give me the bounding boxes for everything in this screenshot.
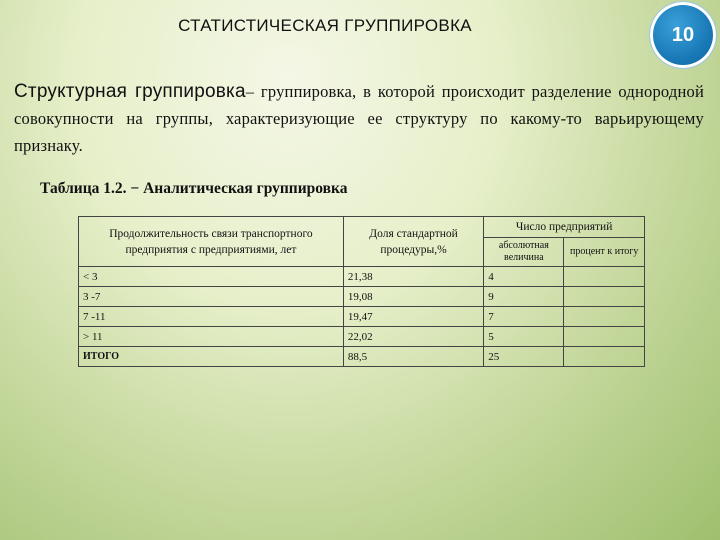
cell-share: 19,47 <box>343 307 483 327</box>
cell-absolute: 25 <box>484 347 564 367</box>
cell-total-label: ИТОГО <box>79 347 344 367</box>
cell-absolute: 4 <box>484 267 564 287</box>
cell-duration: 3 -7 <box>79 287 344 307</box>
cell-percent <box>564 327 645 347</box>
cell-absolute: 7 <box>484 307 564 327</box>
cell-percent <box>564 307 645 327</box>
cell-duration: 7 -11 <box>79 307 344 327</box>
table-row <box>79 267 645 287</box>
header-duration: Продолжительность связи транспортного предприятия с предприятиями, лет <box>79 217 344 267</box>
cell-duration: > 11 <box>79 327 344 347</box>
table-row <box>79 307 645 327</box>
cell-duration: < 3 <box>79 267 344 287</box>
table-total-row <box>79 347 645 367</box>
table-caption: Таблица 1.2. − Аналитическая группировка <box>40 180 348 197</box>
header-enterprise-count: Число предприятий <box>484 217 645 238</box>
cell-absolute: 9 <box>484 287 564 307</box>
definition-text: – группировка, в которой происходит разделение однородной совокупности на группы, характеризующие ее структуру по какому-то варьирующему признаку. <box>14 82 704 155</box>
cell-percent <box>564 347 645 367</box>
cell-share: 88,5 <box>343 347 483 367</box>
page-number-badge: 10 <box>650 2 716 68</box>
header-standard-share: Доля стандартной процедуры,% <box>343 217 483 267</box>
cell-share: 22,02 <box>343 327 483 347</box>
header-percent: процент к итогу <box>564 238 645 267</box>
cell-percent <box>564 267 645 287</box>
cell-share: 19,08 <box>343 287 483 307</box>
cell-share: 21,38 <box>343 267 483 287</box>
grouping-table <box>78 216 645 367</box>
table-header-row <box>79 217 645 238</box>
slide-title: СТАТИСТИЧЕСКАЯ ГРУППИРОВКА <box>178 16 472 35</box>
header-absolute: абсолютная величина <box>484 238 564 267</box>
table-row <box>79 327 645 347</box>
definition-paragraph <box>14 78 704 159</box>
cell-absolute: 5 <box>484 327 564 347</box>
definition-term: Структурная группировка <box>14 81 246 102</box>
cell-percent <box>564 287 645 307</box>
table-row <box>79 287 645 307</box>
